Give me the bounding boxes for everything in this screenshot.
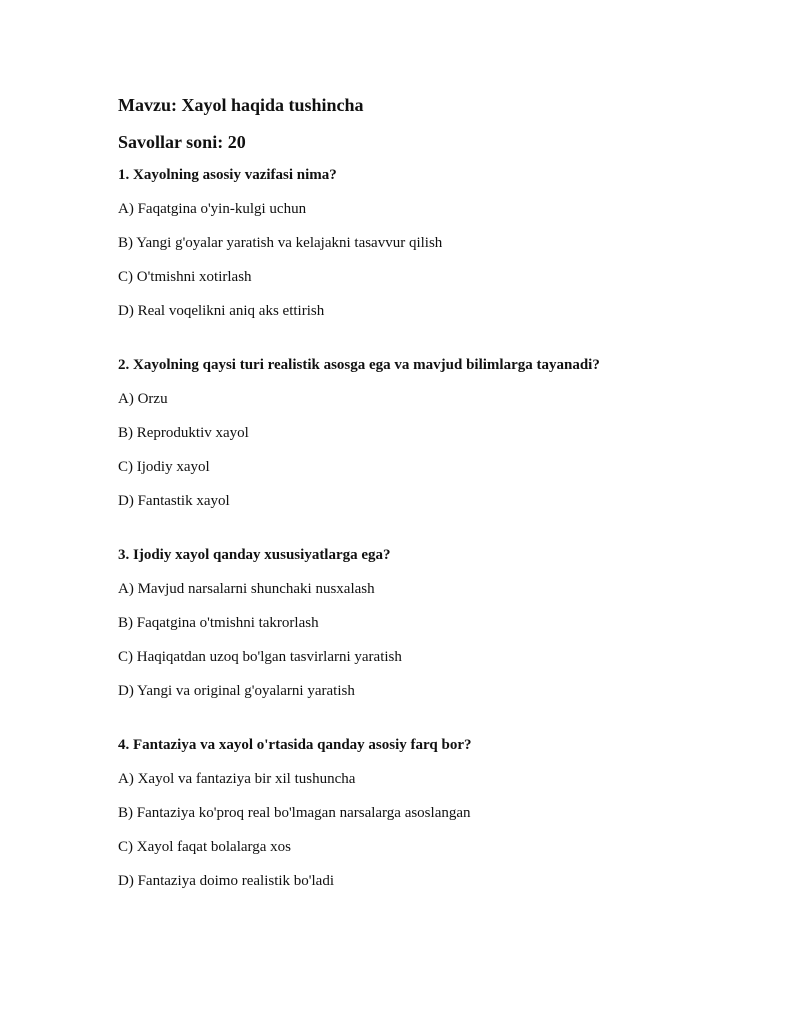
question-text: 1. Xayolning asosiy vazifasi nima? [118, 167, 337, 183]
option-b: B) Reproduktiv xayol [118, 425, 249, 441]
option-a: A) Mavjud narsalarni shunchaki nusxalash [118, 581, 375, 597]
option-b: B) Yangi g'oyalar yaratish va kelajakni tasavvur qilish [118, 235, 443, 251]
question-3 [118, 545, 758, 701]
option-a: A) Faqatgina o'yin-kulgi uchun [118, 201, 307, 217]
option-d: D) Fantastik xayol [118, 493, 230, 509]
option-c: C) Xayol faqat bolalarga xos [118, 839, 292, 855]
document-title: Mavzu: Xayol haqida tushincha [118, 95, 364, 115]
question-2 [118, 355, 758, 511]
question-text: 2. Xayolning qaysi turi realistik asosga ega va mavjud bilimlarga tayanadi? [118, 357, 600, 373]
option-c: C) O'tmishni xotirlash [118, 269, 252, 285]
question-text: 3. Ijodiy xayol qanday xususiyatlarga ega? [118, 547, 391, 563]
option-b: B) Fantaziya ko'proq real bo'lmagan narsalarga asoslangan [118, 805, 471, 821]
question-list [118, 165, 758, 891]
option-b: B) Faqatgina o'tmishni takrorlash [118, 615, 319, 631]
option-d: D) Yangi va original g'oyalarni yaratish [118, 683, 355, 699]
option-d: D) Fantaziya doimo realistik bo'ladi [118, 873, 334, 889]
document-page [118, 94, 758, 925]
option-c: C) Haqiqatdan uzoq bo'lgan tasvirlarni yaratish [118, 649, 402, 665]
option-a: A) Xayol va fantaziya bir xil tushuncha [118, 771, 356, 787]
question-1 [118, 165, 758, 321]
question-4 [118, 735, 758, 891]
option-c: C) Ijodiy xayol [118, 459, 210, 475]
question-text: 4. Fantaziya va xayol o'rtasida qanday asosiy farq bor? [118, 737, 472, 753]
option-d: D) Real voqelikni aniq aks ettirish [118, 303, 325, 319]
question-count: Savollar soni: 20 [118, 132, 246, 152]
option-a: A) Orzu [118, 391, 168, 407]
